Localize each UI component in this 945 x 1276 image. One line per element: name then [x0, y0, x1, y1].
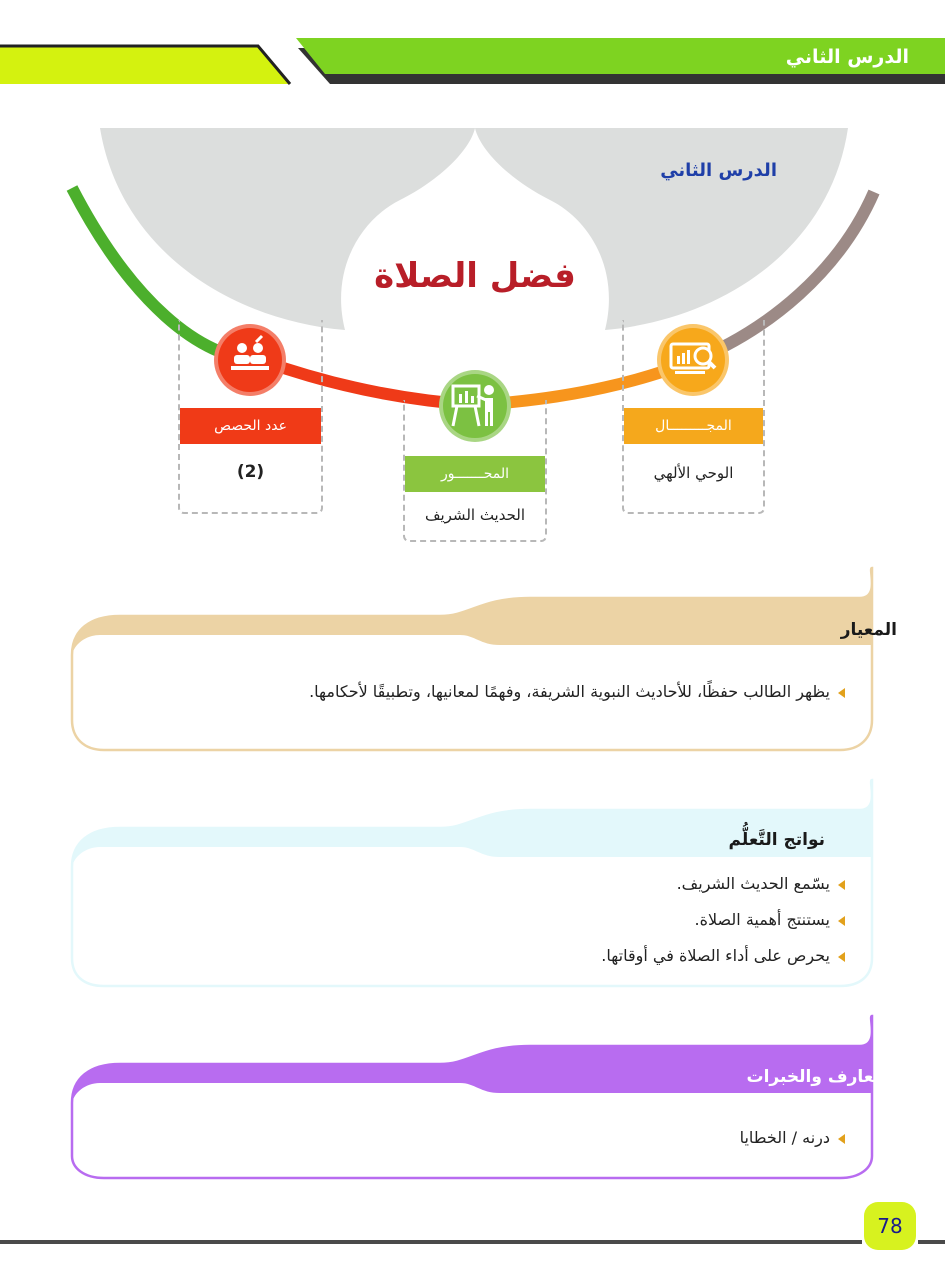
standard-panel	[60, 560, 890, 760]
monitor-search-icon	[657, 324, 729, 396]
standard-item-text: يظهر الطالب حفظًا، للأحاديث النبوية الشريفة، وفهمًا لمعانيها، وتطبيقًا لأحكامها.	[309, 682, 830, 701]
outcome-item	[695, 910, 845, 929]
header-title: الدرس الثاني	[785, 46, 909, 68]
field-value: الوحي الألهي	[653, 464, 734, 482]
bullet-icon	[838, 952, 845, 962]
axis-label: المحـــــــور	[405, 456, 545, 492]
page-number: 78	[864, 1202, 916, 1250]
footer-rule-right	[918, 1240, 945, 1244]
bullet-icon	[838, 688, 845, 698]
footer-rule	[0, 1240, 862, 1244]
field-label: المجـــــــــال	[624, 408, 763, 444]
knowledge-item-text: درنه / الخطايا	[739, 1128, 830, 1147]
axis-value: الحديث الشريف	[424, 506, 526, 524]
bullet-icon	[838, 1134, 845, 1144]
outcome-item-text: يحرص على أداء الصلاة في أوقاتها.	[601, 946, 830, 965]
outcome-item	[677, 874, 845, 893]
outcome-item	[601, 946, 845, 965]
sessions-label: عدد الحصص	[180, 408, 321, 444]
classroom-icon	[214, 324, 286, 396]
presentation-icon	[439, 370, 511, 442]
bullet-icon	[838, 880, 845, 890]
sessions-value: (2)	[236, 462, 265, 482]
lesson-title: فضل الصلاة	[374, 256, 576, 296]
knowledge-title: المعارف والخبرات	[746, 1067, 897, 1087]
bullet-icon	[838, 916, 845, 926]
standard-item	[309, 682, 845, 701]
outcome-item-text: يستنتج أهمية الصلاة.	[694, 910, 830, 929]
outcome-item-text: يسّمع الحديث الشريف.	[676, 874, 830, 893]
knowledge-item	[740, 1128, 845, 1147]
outcomes-title: نواتج التَّعلُّم	[728, 830, 825, 850]
standard-title: المعيار	[840, 620, 897, 640]
knowledge-panel	[60, 1008, 890, 1188]
lesson-subtitle: الدرس الثاني	[660, 160, 777, 181]
